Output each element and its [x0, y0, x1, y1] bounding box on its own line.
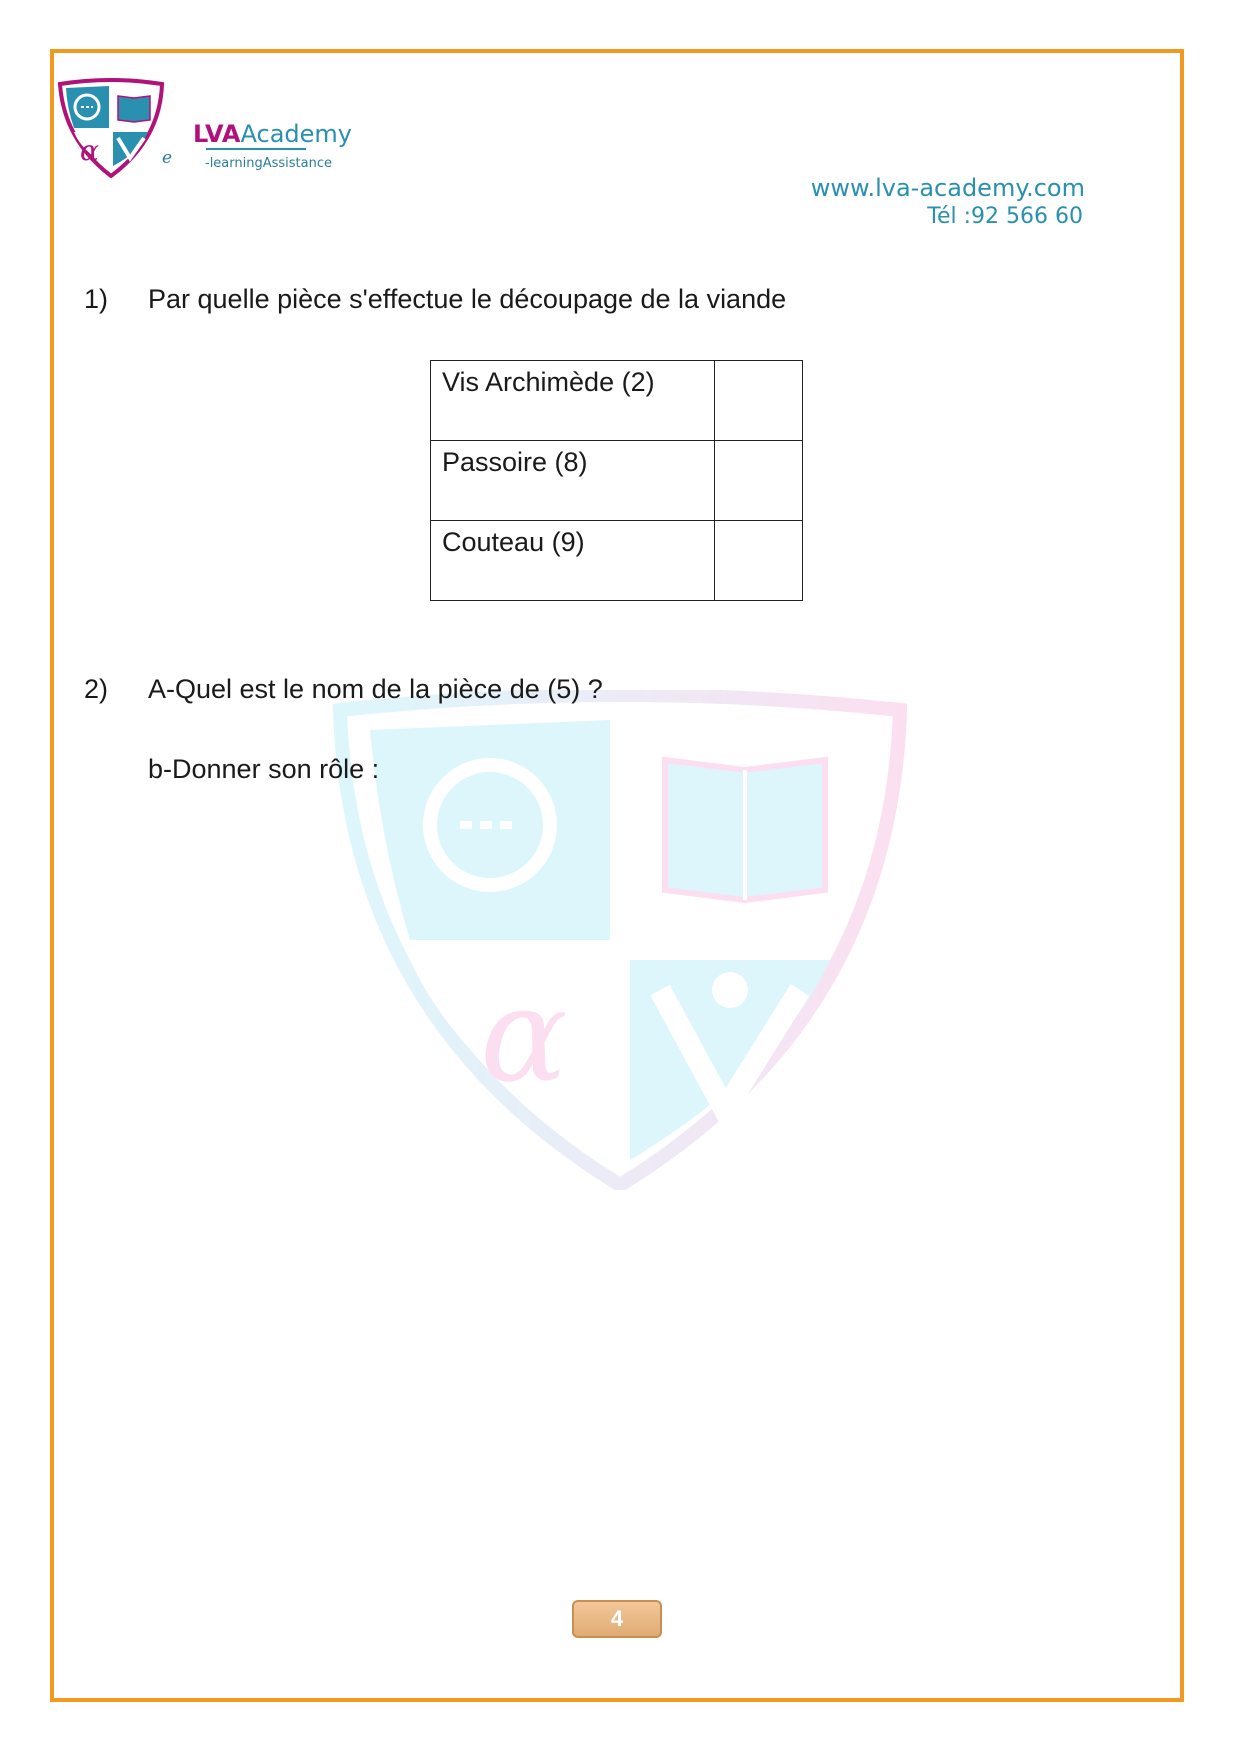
- table-row: [431, 441, 803, 521]
- page-number-badge: 4: [572, 1600, 662, 1638]
- brand-underline: [206, 148, 306, 150]
- question-2: [0, 674, 1240, 714]
- brand-tagline: -learningAssistance: [205, 156, 332, 171]
- question-1-number: 1): [84, 284, 109, 314]
- question-2b: [0, 754, 1240, 794]
- option-label: Couteau (9): [431, 521, 715, 601]
- question-2b-text: b-Donner son rôle :: [148, 754, 380, 784]
- brand-academy: Academy: [240, 120, 352, 148]
- website-link[interactable]: www.lva-academy.com: [810, 174, 1085, 202]
- table-row: [431, 361, 803, 441]
- logo-e-letter: e: [162, 148, 173, 168]
- option-label: Passoire (8): [431, 441, 715, 521]
- question-1: [0, 284, 1240, 324]
- option-answer-box[interactable]: [715, 441, 803, 521]
- svg-text:α: α: [480, 959, 568, 1111]
- option-label: Vis Archimède (2): [431, 361, 715, 441]
- table-row: [431, 521, 803, 601]
- brand-name: [193, 122, 352, 146]
- option-answer-box[interactable]: [715, 521, 803, 601]
- option-answer-box[interactable]: [715, 361, 803, 441]
- brand-lva: LVA: [193, 120, 241, 148]
- question-1-text: Par quelle pièce s'effectue le découpage de la viande: [148, 284, 787, 314]
- logo-shield-icon: [56, 78, 166, 178]
- question-2-number: 2): [84, 674, 109, 704]
- svg-text:α: α: [80, 134, 99, 167]
- question-2a-text: A-Quel est le nom de la pièce de (5) ?: [148, 674, 603, 704]
- answer-options-table: [430, 360, 803, 601]
- phone-number: Tél :92 566 60: [927, 204, 1083, 229]
